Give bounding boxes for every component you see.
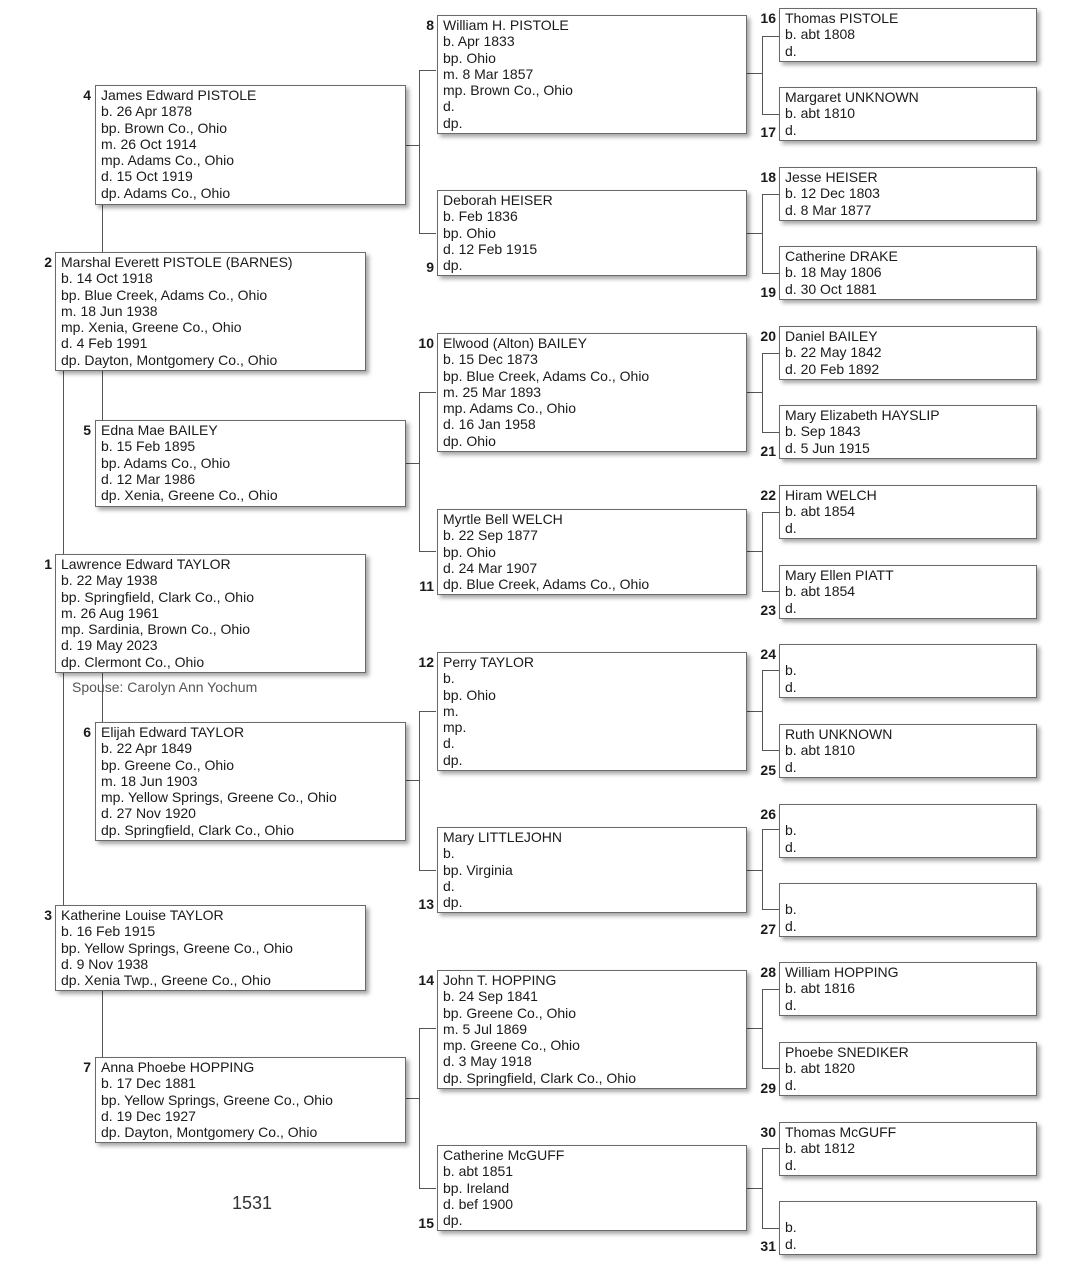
person-detail: d. 8 Mar 1877 [785,201,872,218]
person-detail: d. [785,1235,797,1252]
person-detail: b. 14 Oct 1918 [61,270,153,287]
person-detail: d. [785,1156,797,1173]
ahnentafel-number: 22 [760,487,776,503]
connector-line [762,1228,779,1229]
person-name: Perry TAYLOR [443,654,535,670]
person-detail: bp. Adams Co., Ohio [101,454,231,471]
connector-line [746,392,762,393]
person-box-20[interactable] [779,326,1037,380]
person-detail: d. 30 Oct 1881 [785,280,877,297]
person-detail: bp. Ohio [443,224,496,241]
person-name: Thomas McGUFF [785,1124,897,1140]
person-detail: b. 16 Feb 1915 [61,923,156,940]
person-detail: m. 5 Jul 1869 [443,1020,528,1037]
person-detail: b. 22 Sep 1877 [443,527,538,544]
person-detail: b. 22 May 1842 [785,344,882,361]
page-number: 1531 [232,1193,273,1213]
person-box-19[interactable] [779,246,1037,300]
person-detail: d. 20 Feb 1892 [785,360,880,377]
ahnentafel-number: 29 [760,1080,776,1096]
person-box-8[interactable] [437,15,747,134]
ahnentafel-number: 6 [83,724,91,740]
person-detail: bp. Ohio [443,543,496,560]
person-detail: bp. Greene Co., Ohio [443,1004,577,1021]
connector-line [419,1028,420,1189]
connector-line [405,145,419,146]
person-detail: b. 24 Sep 1841 [443,988,538,1005]
connector-line [762,353,763,433]
connector-line [419,1028,436,1029]
person-box-11[interactable] [437,509,747,595]
person-box-14[interactable] [437,970,747,1089]
connector-line [419,711,436,712]
person-box-4[interactable] [95,85,406,205]
person-name [785,646,1032,662]
person-detail: d. 9 Nov 1938 [61,955,149,972]
connector-line [762,194,779,195]
person-box-10[interactable] [437,333,747,452]
connector-line [419,551,436,552]
person-name: Anna Phoebe HOPPING [101,1059,255,1075]
person-detail: m. 18 Jun 1903 [101,772,198,789]
person-name: Edna Mae BAILEY [101,422,218,438]
connector-line [762,1148,779,1149]
person-detail: dp. [443,1212,463,1229]
person-detail: m. [443,702,459,719]
ahnentafel-number: 30 [760,1124,776,1140]
person-name: Katherine Louise TAYLOR [61,907,224,923]
ahnentafel-number: 10 [418,335,434,351]
person-detail: b. 15 Dec 1873 [443,351,538,368]
person-detail: dp. Clermont Co., Ohio [61,653,205,670]
person-name: Catherine McGUFF [443,1147,565,1163]
ahnentafel-number: 13 [418,896,434,912]
person-detail: dp. Springfield, Clark Co., Ohio [101,821,294,838]
ahnentafel-number: 7 [83,1059,91,1075]
connector-line [405,780,419,781]
ahnentafel-number: 2 [44,254,52,270]
person-detail: b. [785,1219,797,1236]
person-detail: d. [785,838,797,855]
connector-line [419,711,420,871]
person-name: Elwood (Alton) BAILEY [443,335,587,351]
connector-line [762,512,763,592]
connector-line [762,432,779,433]
person-detail: mp. Greene Co., Ohio [443,1037,580,1054]
person-box-30[interactable] [779,1122,1037,1176]
person-detail: b. Sep 1843 [785,423,861,440]
person-detail: dp. [443,751,463,768]
person-detail: b. abt 1812 [785,1140,856,1157]
person-detail: b. abt 1851 [443,1163,514,1180]
ahnentafel-number: 4 [83,87,91,103]
person-detail: d. 16 Jan 1958 [443,416,536,433]
connector-line [102,370,103,422]
person-detail: dp. Ohio [443,432,496,449]
person-detail: m. 18 Jun 1938 [61,302,158,319]
person-detail: mp. Sardinia, Brown Co., Ohio [61,621,251,638]
person-box-5[interactable] [95,420,406,507]
person-name [785,1203,1032,1219]
connector-line [746,233,762,234]
person-detail: d. 27 Nov 1920 [101,805,196,822]
connector-line [746,1028,762,1029]
person-box-18[interactable] [779,167,1037,221]
person-name: Lawrence Edward TAYLOR [61,556,231,572]
person-name: Marshal Everett PISTOLE (BARNES) [61,254,293,270]
person-detail: bp. Ohio [443,686,496,703]
person-detail: bp. Yellow Springs, Greene Co., Ohio [61,939,293,956]
connector-line [419,1188,436,1189]
ahnentafel-number: 27 [760,921,776,937]
person-name: Elijah Edward TAYLOR [101,724,245,740]
connector-line [762,909,779,910]
person-detail: bp. Virginia [443,861,513,878]
person-box-2[interactable] [55,252,366,371]
person-name: Myrtle Bell WELCH [443,511,563,527]
ahnentafel-number: 19 [760,284,776,300]
person-detail: d. 12 Mar 1986 [101,470,196,487]
person-box-3[interactable] [55,905,366,991]
connector-line [102,205,103,253]
person-detail: d. 4 Feb 1991 [61,335,148,352]
connector-line [746,73,762,74]
person-detail: b. abt 1816 [785,980,856,997]
connector-line [419,870,436,871]
person-name: William H. PISTOLE [443,17,569,33]
ahnentafel-number: 12 [418,654,434,670]
person-detail: bp. Springfield, Clark Co., Ohio [61,588,254,605]
person-box-15[interactable] [437,1145,747,1231]
ahnentafel-number: 21 [760,443,776,459]
connector-line [762,114,779,115]
person-detail: b. abt 1854 [785,503,856,520]
person-name [785,806,1032,822]
ahnentafel-number: 3 [44,907,52,923]
person-detail: m. 8 Mar 1857 [443,65,534,82]
connector-line [746,711,762,712]
person-box-9[interactable] [437,190,747,276]
person-box-28[interactable] [779,962,1037,1016]
person-detail: b. abt 1810 [785,105,856,122]
person-detail: bp. Yellow Springs, Greene Co., Ohio [101,1091,333,1108]
ahnentafel-number: 9 [426,259,434,275]
ahnentafel-number: 26 [760,806,776,822]
person-detail: m. 25 Mar 1893 [443,383,542,400]
connector-line [746,870,762,871]
connector-line [762,591,779,592]
connector-line [762,829,763,910]
connector-line [762,194,763,274]
person-detail: d. [443,877,455,894]
person-name: Margaret UNKNOWN [785,89,919,105]
person-name: James Edward PISTOLE [101,87,257,103]
person-detail: dp. [443,114,463,131]
person-detail: dp. Adams Co., Ohio [101,184,231,201]
person-name: Daniel BAILEY [785,328,878,344]
person-detail: bp. Ireland [443,1179,510,1196]
connector-line [762,1068,779,1069]
person-box-21[interactable] [779,405,1037,459]
person-detail: b. abt 1810 [785,742,856,759]
ahnentafel-number: 24 [760,646,776,662]
person-detail: m. 26 Aug 1961 [61,604,160,621]
connector-line [419,233,436,234]
person-detail: mp. Yellow Springs, Greene Co., Ohio [101,789,337,806]
person-box-25[interactable] [779,724,1037,778]
person-detail: bp. Brown Co., Ohio [101,119,228,136]
person-detail: b. 26 Apr 1878 [101,103,193,120]
ahnentafel-number: 8 [426,17,434,33]
person-name: Mary Elizabeth HAYSLIP [785,407,940,423]
person-detail: mp. Xenia, Greene Co., Ohio [61,319,242,336]
person-name: Thomas PISTOLE [785,10,899,26]
person-detail: dp. Xenia Twp., Greene Co., Ohio [61,972,271,989]
person-detail: mp. [443,719,467,736]
person-box-24[interactable] [779,644,1037,698]
person-name: John T. HOPPING [443,972,557,988]
person-box-31[interactable] [779,1201,1037,1255]
person-name: Mary Ellen PIATT [785,567,894,583]
person-detail: d. [785,678,797,695]
person-box-1[interactable] [55,554,366,673]
person-detail: d. 24 Mar 1907 [443,559,538,576]
person-detail: d. 3 May 1918 [443,1053,532,1070]
connector-line [762,1148,763,1229]
connector-line [762,750,779,751]
person-detail: d. [443,735,455,752]
person-box-6[interactable] [95,722,406,841]
person-name: Ruth UNKNOWN [785,726,893,742]
person-detail: b. [443,845,455,862]
person-detail: d. [785,758,797,775]
person-detail: d. [785,121,797,138]
person-detail: b. [443,670,455,687]
person-detail: bp. Blue Creek, Adams Co., Ohio [443,367,650,384]
person-box-17[interactable] [779,87,1037,141]
connector-line [762,36,779,37]
person-box-29[interactable] [779,1042,1037,1096]
person-detail: b. [785,822,797,839]
person-name: Deborah HEISER [443,192,553,208]
connector-line [762,273,779,274]
person-detail: b. abt 1808 [785,26,856,43]
person-name: Catherine DRAKE [785,248,898,264]
person-box-27[interactable] [779,883,1037,937]
person-box-13[interactable] [437,827,747,913]
person-detail: b. 18 May 1806 [785,264,882,281]
person-name: Hiram WELCH [785,487,877,503]
person-detail: d. 19 May 2023 [61,637,158,654]
person-detail: d. [443,98,455,115]
person-detail: b. abt 1820 [785,1060,856,1077]
person-name: Mary LITTLEJOHN [443,829,563,845]
person-box-7[interactable] [95,1057,406,1143]
person-detail: mp. Brown Co., Ohio [443,82,573,99]
person-detail: b. 22 Apr 1849 [101,740,193,757]
person-box-26[interactable] [779,804,1037,858]
person-detail: d. [785,519,797,536]
connector-line [419,392,436,393]
connector-line [762,36,763,115]
ahnentafel-number: 28 [760,964,776,980]
person-detail: d. [785,1076,797,1093]
connector-line [762,512,779,513]
connector-line [405,1098,419,1099]
person-detail: m. 26 Oct 1914 [101,135,197,152]
connector-line [419,392,420,552]
person-detail: b. [785,901,797,918]
person-detail: d. 12 Feb 1915 [443,240,538,257]
person-detail: dp. Springfield, Clark Co., Ohio [443,1069,636,1086]
person-detail: d. 19 Dec 1927 [101,1107,196,1124]
ahnentafel-number: 23 [760,602,776,618]
person-name: William HOPPING [785,964,899,980]
ahnentafel-number: 15 [418,1215,434,1231]
person-name [785,885,1032,901]
connector-line [762,829,779,830]
person-detail: dp. Dayton, Montgomery Co., Ohio [61,351,278,368]
person-detail: mp. Adams Co., Ohio [101,152,235,169]
person-detail: dp. Dayton, Montgomery Co., Ohio [101,1124,318,1141]
person-detail: dp. [443,894,463,911]
connector-line [762,670,763,751]
connector-line [762,989,763,1069]
person-detail: d. [785,996,797,1013]
person-detail: b. Feb 1836 [443,208,518,225]
person-detail: b. abt 1854 [785,583,856,600]
ahnentafel-number: 20 [760,328,776,344]
person-detail: d. 5 Jun 1915 [785,439,870,456]
person-detail: dp. [443,257,463,274]
ahnentafel-number: 5 [83,422,91,438]
person-detail: d. [785,917,797,934]
person-name: Jesse HEISER [785,169,878,185]
person-detail: bp. Blue Creek, Adams Co., Ohio [61,286,268,303]
person-detail: mp. Adams Co., Ohio [443,400,577,417]
ahnentafel-number: 14 [418,972,434,988]
connector-line [746,1188,762,1189]
connector-line [419,70,436,71]
person-detail: b. Apr 1833 [443,33,515,50]
spouse-note: Spouse: Carolyn Ann Yochum [72,679,258,695]
ahnentafel-number: 18 [760,169,776,185]
person-detail: b. [785,662,797,679]
person-box-16[interactable] [779,8,1037,62]
connector-line [746,551,762,552]
person-name: Phoebe SNEDIKER [785,1044,909,1060]
connector-line [762,989,779,990]
person-detail: b. 17 Dec 1881 [101,1075,196,1092]
ahnentafel-number: 11 [419,578,434,594]
connector-line [102,990,103,1058]
ahnentafel-number: 1 [44,556,52,572]
person-detail: b. 22 May 1938 [61,572,158,589]
person-detail: b. 12 Dec 1803 [785,185,880,202]
person-detail: d. 15 Oct 1919 [101,168,193,185]
person-detail: dp. Xenia, Greene Co., Ohio [101,487,278,504]
person-detail: d. [785,599,797,616]
person-detail: bp. Greene Co., Ohio [101,756,235,773]
person-box-23[interactable] [779,565,1037,619]
ahnentafel-number: 25 [760,762,776,778]
ahnentafel-number: 17 [760,124,776,140]
person-detail: d. bef 1900 [443,1195,514,1212]
person-detail: d. [785,42,797,59]
connector-line [405,463,419,464]
ahnentafel-number: 31 [760,1238,776,1254]
connector-line [419,70,420,234]
ahnentafel-number: 16 [760,10,776,26]
person-box-12[interactable] [437,652,747,771]
connector-line [762,353,779,354]
person-detail: dp. Blue Creek, Adams Co., Ohio [443,576,650,593]
person-detail: bp. Ohio [443,49,496,66]
connector-line [762,670,779,671]
person-detail: b. 15 Feb 1895 [101,438,196,455]
person-box-22[interactable] [779,485,1037,539]
